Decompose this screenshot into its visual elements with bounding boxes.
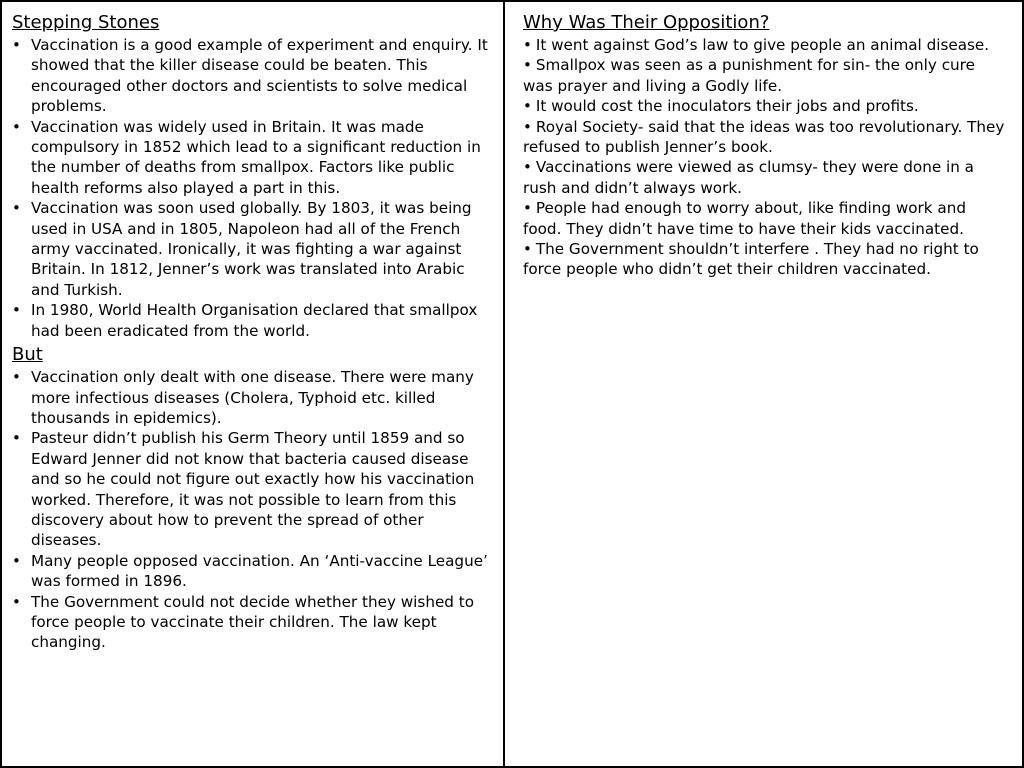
list-item (523, 117, 1006, 158)
list-item-text: Vaccination was widely used in Britain. It was made compulsory in 1852 which lead to a significant reduction in the number of deaths from smallpox. Factors like public health reforms also played a part in this. (31, 117, 481, 197)
bullet-icon: • (523, 56, 532, 75)
list-item (523, 157, 1006, 198)
bullet-icon: • (12, 199, 21, 218)
list-item-text: Pasteur didn’t publish his Germ Theory until 1859 and so Edward Jenner did not know that bacteria caused disease and so he could not figure out exactly how his vaccination worked. Therefore, it was not possible to learn from this discovery about how to prevent the spread of other diseases. (31, 429, 475, 550)
bullet-icon: • (523, 97, 532, 116)
list-item-text: The Government could not decide whether they wished to force people to vaccinate their children. The law kept changing. (31, 592, 475, 652)
list-item (12, 198, 493, 300)
bullet-icon: • (523, 240, 532, 259)
bullet-icon: • (12, 429, 21, 448)
bullet-icon: • (12, 117, 21, 136)
opposition-panel (503, 0, 1024, 768)
list-item-text: It would cost the inoculators their jobs and profits. (535, 97, 919, 116)
bullet-icon: • (523, 158, 532, 177)
list-item (523, 239, 1006, 280)
bullet-icon: • (12, 301, 21, 320)
list-item (523, 35, 1006, 55)
list-item (12, 551, 493, 592)
bullet-icon: • (12, 551, 21, 570)
list-item (12, 592, 493, 653)
list-item-text: Royal Society- said that the ideas was too revolutionary. They refused to publish Jenner’s book. (523, 117, 1005, 157)
stepping-stones-heading: Stepping Stones (12, 12, 160, 33)
opposition-heading: Why Was Their Opposition? (523, 12, 770, 33)
opposition-list (523, 35, 1006, 280)
list-item (12, 117, 493, 199)
but-heading: But (12, 344, 43, 366)
list-item-text: Vaccination is a good example of experiment and enquiry. It showed that the killer disease could be beaten. This encouraged other doctors and scientists to solve medical problems. (31, 36, 488, 116)
bullet-icon: • (12, 368, 21, 387)
list-item (12, 428, 493, 550)
list-item-text: The Government shouldn’t interfere . They had no right to force people who didn’t get their children vaccinated. (523, 240, 979, 279)
bullet-icon: • (12, 36, 21, 54)
stepping-stones-panel (0, 0, 505, 768)
list-item (523, 198, 1006, 239)
list-item-text: Many people opposed vaccination. An ‘Anti-vaccine League’ was formed in 1896. (31, 551, 488, 591)
list-item (523, 96, 1006, 116)
list-item-text: In 1980, World Health Organisation declared that smallpox had been eradicated from the world. (31, 301, 478, 340)
list-item-text: Vaccination was soon used globally. By 1803, it was being used in USA and in 1805, Napoleon had all of the French army vaccinated. Ironically, it was fighting a war against Britain. In 1812, Jenner’s work was translated into Arabic and Turkish. (31, 199, 472, 299)
list-item (12, 35, 493, 117)
list-item-text: Vaccinations were viewed as clumsy- they were done in a rush and didn’t always work. (523, 158, 974, 197)
stepping-stones-list (12, 35, 493, 341)
list-item (12, 300, 493, 341)
list-item-text: Vaccination only dealt with one disease. There were many more infectious diseases (Cholera, Typhoid etc. killed thousands in epidemics). (31, 368, 474, 427)
bullet-icon: • (523, 36, 532, 54)
bullet-icon: • (523, 199, 532, 218)
list-item-text: It went against God’s law to give people an animal disease. (535, 36, 990, 54)
bullet-icon: • (523, 117, 532, 136)
list-item-text: People had enough to worry about, like finding work and food. They didn’t have time to have their kids vaccinated. (523, 199, 966, 238)
bullet-icon: • (12, 592, 21, 611)
but-list (12, 367, 493, 653)
list-item-text: Smallpox was seen as a punishment for sin- the only cure was prayer and living a Godly life. (523, 56, 975, 95)
list-item (12, 367, 493, 428)
list-item (523, 55, 1006, 96)
